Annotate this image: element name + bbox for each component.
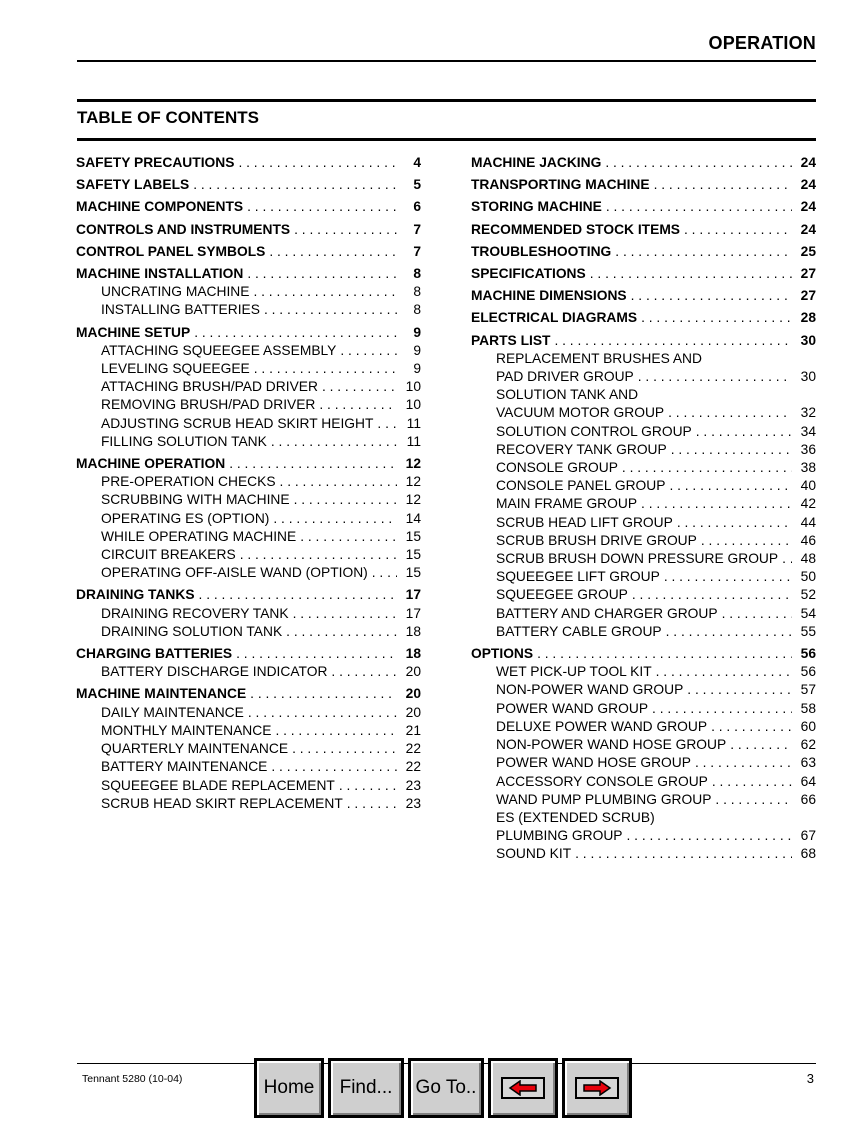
- previous-page-button[interactable]: [488, 1058, 558, 1118]
- toc-entry-page: 8: [413, 302, 421, 318]
- toc-entry-page: 20: [405, 664, 421, 680]
- dot-leader: [238, 154, 397, 172]
- toc-entry-page: 55: [800, 623, 816, 639]
- dot-leader: [372, 564, 397, 582]
- toc-entry-page: 66: [800, 791, 816, 807]
- find-button[interactable]: Find...: [328, 1058, 404, 1118]
- toc-entry-label: NON-POWER WAND GROUP: [496, 682, 684, 698]
- next-page-button[interactable]: [562, 1058, 632, 1118]
- toc-entry-recovery-tank-group[interactable]: [471, 441, 816, 459]
- toc-entry-page: 25: [800, 243, 816, 259]
- toc-entry-label: PAD DRIVER GROUP: [496, 369, 634, 385]
- toc-entry-scrubbing-with-machine[interactable]: [76, 491, 421, 509]
- dot-leader: [687, 681, 792, 699]
- dot-leader: [271, 758, 397, 776]
- toc-entry-machine-dimensions[interactable]: [471, 287, 816, 305]
- dot-leader: [671, 441, 792, 459]
- toc-entry-page: 11: [406, 433, 421, 449]
- toc-entry-page: 9: [413, 342, 421, 358]
- toc-rule-lower: [77, 138, 816, 141]
- dot-leader: [722, 605, 792, 623]
- toc-entry-label: TROUBLESHOOTING: [471, 243, 612, 259]
- toc-entry-page: 58: [800, 700, 816, 716]
- toc-entry-page: 11: [406, 415, 421, 431]
- toc-entry-pre-operation-checks[interactable]: [76, 473, 421, 491]
- toc-entry-page: 28: [800, 310, 816, 326]
- dot-leader: [240, 546, 397, 564]
- dot-leader: [631, 287, 792, 305]
- toc-entry-page: 23: [405, 795, 421, 811]
- dot-leader: [269, 243, 397, 261]
- toc-entry-label: VACUUM MOTOR GROUP: [496, 405, 665, 421]
- toc-entry-page: 10: [405, 397, 421, 413]
- toc-entry-solution-control-group[interactable]: [471, 423, 816, 441]
- toc-entry-page: 27: [800, 288, 816, 304]
- toc-entry-label: POWER WAND GROUP: [496, 700, 649, 716]
- toc-entry-page: 62: [800, 737, 816, 753]
- toc-entry-page: 34: [800, 423, 816, 439]
- toc-entry-page: 24: [800, 177, 816, 193]
- toc-entry-page: 23: [405, 777, 421, 793]
- toc-entry-machine-setup[interactable]: [76, 324, 421, 342]
- dot-leader: [664, 568, 792, 586]
- toc-entry-draining-solution-tank[interactable]: [76, 623, 421, 641]
- dot-leader: [715, 791, 792, 809]
- dot-leader: [575, 845, 792, 863]
- dot-leader: [668, 404, 792, 422]
- toc-entry-label: STORING MACHINE: [471, 199, 602, 215]
- dot-leader: [656, 663, 792, 681]
- toc-entry-page: 46: [800, 532, 816, 548]
- toc-entry-page: 24: [800, 155, 816, 170]
- dot-leader: [605, 154, 792, 172]
- dot-leader: [340, 342, 397, 360]
- toc-entry-troubleshooting[interactable]: [471, 243, 816, 261]
- toc-entry-es-extended-scrub[interactable]: [471, 809, 816, 827]
- go-to-button[interactable]: Go To..: [408, 1058, 484, 1118]
- dot-leader: [638, 368, 792, 386]
- dot-leader: [319, 396, 397, 414]
- dot-leader: [236, 645, 397, 663]
- toc-entry-machine-jacking[interactable]: [471, 154, 816, 172]
- toc-entry-label: SQUEEGEE LIFT GROUP: [496, 569, 660, 585]
- section-title: OPERATION: [708, 33, 816, 53]
- toc-entry-page: 8: [413, 266, 421, 282]
- top-rule: [77, 60, 816, 62]
- dot-leader: [280, 473, 397, 491]
- toc-entry-label: CONTROL PANEL SYMBOLS: [76, 243, 266, 259]
- toc-entry-label: REPLACEMENT BRUSHES AND: [496, 350, 702, 366]
- toc-entry-leveling-squeegee[interactable]: [76, 360, 421, 378]
- toc-entry-page: 12: [405, 456, 421, 472]
- toc-entry-label: SQUEEGEE BLADE REPLACEMENT: [101, 777, 335, 793]
- toc-title: TABLE OF CONTENTS: [77, 108, 259, 127]
- dot-leader: [782, 550, 792, 568]
- toc-entry-label: ADJUSTING SCRUB HEAD SKIRT HEIGHT: [101, 415, 374, 431]
- toc-entry-label: REMOVING BRUSH/PAD DRIVER: [101, 397, 316, 413]
- toc-entry-label: MACHINE JACKING: [471, 155, 602, 170]
- toc-rule-upper: [77, 99, 816, 102]
- toc-entry-attaching-brush-pad-driver[interactable]: [76, 378, 421, 396]
- toc-entry-label: PARTS LIST: [471, 332, 551, 348]
- toc-entry-deluxe-power-wand-group[interactable]: [471, 718, 816, 736]
- dot-leader: [695, 754, 792, 772]
- toc-entry-label: SCRUB BRUSH DRIVE GROUP: [496, 532, 697, 548]
- toc-entry-label: MACHINE OPERATION: [76, 456, 226, 472]
- right-arrow-icon: [575, 1077, 619, 1099]
- left-arrow-icon: [501, 1077, 545, 1099]
- dot-leader: [248, 704, 397, 722]
- toc-entry-transporting-machine[interactable]: [471, 176, 816, 194]
- toc-entry-label: DAILY MAINTENANCE: [101, 704, 244, 720]
- toc-entry-label: WET PICK-UP TOOL KIT: [496, 664, 652, 680]
- toc-entry-label: DELUXE POWER WAND GROUP: [496, 718, 708, 734]
- toc-entry-battery-and-charger-group[interactable]: [471, 605, 816, 623]
- toc-entry-page: 20: [405, 704, 421, 720]
- toc-entry-page: 18: [405, 646, 421, 662]
- toc-entry-specifications[interactable]: [471, 265, 816, 283]
- dot-leader: [666, 623, 792, 641]
- dot-leader: [286, 623, 397, 641]
- toc-entry-non-power-wand-hose-group[interactable]: [471, 736, 816, 754]
- toc-entry-label: DRAINING TANKS: [76, 587, 195, 603]
- toc-entry-page: 21: [405, 722, 421, 738]
- toc-entry-label: WAND PUMP PLUMBING GROUP: [496, 791, 712, 807]
- toc-entry-page: 6: [413, 199, 421, 215]
- toc-entry-uncrating-machine[interactable]: [76, 283, 421, 301]
- dot-leader: [254, 360, 397, 378]
- dot-leader: [652, 700, 792, 718]
- toc-entry-label: BATTERY AND CHARGER GROUP: [496, 605, 718, 621]
- toc-entry-electrical-diagrams[interactable]: [471, 309, 816, 327]
- toc-entry-scrub-brush-down-pressure-group[interactable]: [471, 550, 816, 568]
- toc-entry-power-wand-group[interactable]: [471, 700, 816, 718]
- toc-entry-page: 38: [800, 460, 816, 476]
- toc-entry-label: OPERATING OFF-AISLE WAND (OPTION): [101, 565, 368, 581]
- toc-entry-installing-batteries[interactable]: [76, 301, 421, 319]
- dot-leader: [641, 309, 792, 327]
- toc-entry-wand-pump-plumbing-group[interactable]: [471, 791, 816, 809]
- toc-entry-page: 52: [800, 587, 816, 603]
- toc-entry-recommended-stock-items[interactable]: [471, 221, 816, 239]
- dot-leader: [229, 455, 397, 473]
- toc-entry-page: 63: [800, 755, 816, 771]
- toc-entry-circuit-breakers[interactable]: [76, 546, 421, 564]
- toc-entry-page: 48: [800, 551, 816, 567]
- toc-entry-page: 7: [413, 221, 421, 237]
- toc-entry-scrub-head-skirt-replacement[interactable]: [76, 795, 421, 813]
- toc-entry-page: 8: [413, 284, 421, 300]
- dot-leader: [701, 532, 792, 550]
- toc-entry-page: 22: [405, 741, 421, 757]
- toc-entry-label: UNCRATING MACHINE: [101, 284, 250, 300]
- toc-entry-label: MACHINE DIMENSIONS: [471, 288, 627, 304]
- dot-leader: [696, 423, 792, 441]
- toc-entry-label: PLUMBING GROUP: [496, 828, 623, 844]
- toc-entry-operating-es-option[interactable]: [76, 510, 421, 528]
- toc-entry-label: DRAINING SOLUTION TANK: [101, 623, 283, 639]
- toc-entry-label: NON-POWER WAND HOSE GROUP: [496, 737, 727, 753]
- dot-leader: [294, 221, 397, 239]
- toc-entry-page: 15: [405, 547, 421, 563]
- toc-entry-page: 10: [405, 379, 421, 395]
- toc-entry-label: SAFETY PRECAUTIONS: [76, 155, 235, 170]
- toc-entry-daily-maintenance[interactable]: [76, 704, 421, 722]
- toc-entry-attaching-squeegee-assembly[interactable]: [76, 342, 421, 360]
- toc-entry-non-power-wand-group[interactable]: [471, 681, 816, 699]
- dot-leader: [331, 663, 397, 681]
- toc-entry-page: 12: [405, 474, 421, 490]
- toc-entry-draining-tanks[interactable]: [76, 586, 421, 604]
- toc-entry-power-wand-hose-group[interactable]: [471, 754, 816, 772]
- toc-entry-label: CIRCUIT BREAKERS: [101, 547, 236, 563]
- toc-entry-page: 15: [405, 565, 421, 581]
- toc-entry-page: 44: [800, 514, 816, 530]
- toc-entry-page: 30: [800, 332, 816, 348]
- toc-entry-charging-batteries[interactable]: [76, 645, 421, 663]
- toc-entry-label: SCRUB BRUSH DOWN PRESSURE GROUP: [496, 551, 779, 567]
- toc-entry-label: OPERATING ES (OPTION): [101, 510, 270, 526]
- dot-leader: [537, 645, 792, 663]
- toc-entry-label: ES (EXTENDED SCRUB): [496, 809, 655, 825]
- toc-entry-parts-list[interactable]: [471, 332, 816, 350]
- toc-entry-label: CHARGING BATTERIES: [76, 646, 233, 662]
- dot-leader: [250, 685, 397, 703]
- dot-leader: [622, 459, 792, 477]
- toc-entry-page: 24: [800, 199, 816, 215]
- toc-entry-vacuum-motor-group[interactable]: [471, 404, 816, 422]
- dot-leader: [377, 415, 397, 433]
- toc-entry-label: SOLUTION CONTROL GROUP: [496, 423, 692, 439]
- toc-entry-operating-off-aisle-wand-option[interactable]: [76, 564, 421, 582]
- toc-entry-replacement-brushes-and[interactable]: [471, 350, 816, 368]
- toc-entry-label: CONSOLE PANEL GROUP: [496, 478, 666, 494]
- dot-leader: [615, 243, 792, 261]
- dot-leader: [247, 265, 397, 283]
- dot-leader: [590, 265, 792, 283]
- toc-entry-page: 17: [405, 605, 421, 621]
- toc-entry-label: ATTACHING BRUSH/PAD DRIVER: [101, 379, 318, 395]
- toc-entry-controls-and-instruments[interactable]: [76, 221, 421, 239]
- toc-entry-label: BATTERY DISCHARGE INDICATOR: [101, 664, 328, 680]
- dot-leader: [322, 378, 397, 396]
- toc-right-column: [471, 154, 816, 864]
- dot-leader: [347, 795, 397, 813]
- toc-entry-label: INSTALLING BATTERIES: [101, 302, 260, 318]
- toc-entry-main-frame-group[interactable]: [471, 495, 816, 513]
- toc-entry-squeegee-lift-group[interactable]: [471, 568, 816, 586]
- toc-entry-label: ELECTRICAL DIAGRAMS: [471, 310, 638, 326]
- toc-entry-console-group[interactable]: [471, 459, 816, 477]
- dot-leader: [199, 586, 397, 604]
- toc-entry-control-panel-symbols[interactable]: [76, 243, 421, 261]
- toc-entry-monthly-maintenance[interactable]: [76, 722, 421, 740]
- toc-left-column: [76, 154, 421, 813]
- toc-entry-machine-installation[interactable]: [76, 265, 421, 283]
- toc-entry-page: 36: [800, 441, 816, 457]
- toc-entry-label: PRE-OPERATION CHECKS: [101, 474, 276, 490]
- toc-entry-page: 17: [405, 587, 421, 603]
- toc-entry-storing-machine[interactable]: [471, 198, 816, 216]
- toc-entry-label: SAFETY LABELS: [76, 177, 190, 193]
- dot-leader: [194, 324, 397, 342]
- toc-entry-label: SPECIFICATIONS: [471, 266, 586, 282]
- toc-entry-label: BATTERY MAINTENANCE: [101, 759, 268, 775]
- dot-leader: [677, 514, 792, 532]
- toc-entry-label: SOLUTION TANK AND: [496, 387, 639, 403]
- dot-leader: [193, 176, 397, 194]
- toc-entry-page: 40: [800, 478, 816, 494]
- toc-entry-label: MACHINE INSTALLATION: [76, 266, 244, 282]
- dot-leader: [293, 605, 397, 623]
- toc-entry-label: MACHINE SETUP: [76, 324, 191, 340]
- toc-entry-label: MONTHLY MAINTENANCE: [101, 722, 272, 738]
- toc-entry-page: 30: [800, 369, 816, 385]
- home-button[interactable]: Home: [254, 1058, 324, 1118]
- toc-entry-label: CONTROLS AND INSTRUMENTS: [76, 221, 291, 237]
- toc-entry-page: 64: [800, 773, 816, 789]
- toc-entry-page: 56: [800, 664, 816, 680]
- footer-page-number: 3: [806, 1071, 814, 1086]
- toc-entry-console-panel-group[interactable]: [471, 477, 816, 495]
- toc-entry-page: 50: [800, 569, 816, 585]
- toc-entry-label: QUARTERLY MAINTENANCE: [101, 741, 289, 757]
- toc-entry-label: RECOMMENDED STOCK ITEMS: [471, 221, 681, 237]
- toc-entry-page: 67: [800, 828, 816, 844]
- toc-entry-machine-maintenance[interactable]: [76, 685, 421, 703]
- dot-leader: [632, 586, 792, 604]
- navigation-bar: [254, 1058, 632, 1118]
- toc-entry-pad-driver-group[interactable]: [471, 368, 816, 386]
- toc-entry-squeegee-blade-replacement[interactable]: [76, 777, 421, 795]
- toc-entry-label: SOUND KIT: [496, 846, 572, 862]
- toc-entry-label: SCRUBBING WITH MACHINE: [101, 492, 290, 508]
- toc-entry-accessory-console-group[interactable]: [471, 773, 816, 791]
- dot-leader: [654, 176, 792, 194]
- toc-entry-label: BATTERY CABLE GROUP: [496, 623, 662, 639]
- toc-entry-page: 27: [800, 266, 816, 282]
- toc-entry-label: LEVELING SQUEEGEE: [101, 361, 250, 377]
- toc-entry-battery-cable-group[interactable]: [471, 623, 816, 641]
- toc-entry-machine-components[interactable]: [76, 198, 421, 216]
- toc-entry-adjusting-scrub-head-skirt-height[interactable]: [76, 415, 421, 433]
- toc-entry-page: 5: [413, 177, 421, 193]
- dot-leader: [300, 528, 397, 546]
- toc-entry-page: 9: [413, 361, 421, 377]
- toc-entry-label: SQUEEGEE GROUP: [496, 587, 628, 603]
- toc-entry-page: 24: [800, 221, 816, 237]
- toc-entry-page: 68: [800, 846, 816, 862]
- toc-entry-draining-recovery-tank[interactable]: [76, 605, 421, 623]
- toc-entry-label: MACHINE COMPONENTS: [76, 199, 244, 215]
- toc-entry-page: 57: [800, 682, 816, 698]
- toc-entry-page: 15: [405, 528, 421, 544]
- toc-entry-label: ATTACHING SQUEEGEE ASSEMBLY: [101, 342, 337, 358]
- dot-leader: [627, 827, 793, 845]
- toc-entry-wet-pick-up-tool-kit[interactable]: [471, 663, 816, 681]
- toc-entry-page: 12: [405, 492, 421, 508]
- toc-entry-page: 20: [405, 686, 421, 702]
- toc-entry-removing-brush-pad-driver[interactable]: [76, 396, 421, 414]
- dot-leader: [292, 740, 397, 758]
- toc-entry-label: MAIN FRAME GROUP: [496, 496, 638, 512]
- toc-entry-solution-tank-and[interactable]: [471, 386, 816, 404]
- toc-entry-machine-operation[interactable]: [76, 455, 421, 473]
- toc-entry-label: TRANSPORTING MACHINE: [471, 177, 650, 193]
- toc-entry-page: 42: [800, 496, 816, 512]
- toc-entry-page: 56: [800, 646, 816, 662]
- toc-entry-safety-precautions[interactable]: [76, 154, 421, 172]
- toc-entry-page: 60: [800, 718, 816, 734]
- toc-entry-page: 9: [413, 324, 421, 340]
- dot-leader: [339, 777, 397, 795]
- toc-entry-label: SCRUB HEAD LIFT GROUP: [496, 514, 673, 530]
- toc-entry-label: SCRUB HEAD SKIRT REPLACEMENT: [101, 795, 343, 811]
- toc-entry-label: DRAINING RECOVERY TANK: [101, 605, 289, 621]
- toc-entry-safety-labels[interactable]: [76, 176, 421, 194]
- dot-leader: [669, 477, 792, 495]
- toc-entry-while-operating-machine[interactable]: [76, 528, 421, 546]
- dot-leader: [606, 198, 792, 216]
- toc-entry-label: FILLING SOLUTION TANK: [101, 433, 267, 449]
- toc-entry-sound-kit[interactable]: [471, 845, 816, 863]
- toc-entry-label: CONSOLE GROUP: [496, 460, 618, 476]
- toc-entry-page: 32: [800, 405, 816, 421]
- toc-entry-label: POWER WAND HOSE GROUP: [496, 755, 691, 771]
- dot-leader: [264, 301, 397, 319]
- toc-entry-label: ACCESSORY CONSOLE GROUP: [496, 773, 708, 789]
- footer-manual-id: Tennant 5280 (10-04): [82, 1073, 183, 1085]
- toc-entry-squeegee-group[interactable]: [471, 586, 816, 604]
- toc-entry-page: 54: [800, 605, 816, 621]
- toc-entry-label: RECOVERY TANK GROUP: [496, 441, 667, 457]
- toc-entry-battery-maintenance[interactable]: [76, 758, 421, 776]
- toc-entry-page: 4: [413, 155, 421, 170]
- toc-entry-page: 18: [405, 623, 421, 639]
- dot-leader: [275, 722, 397, 740]
- dot-leader: [294, 491, 397, 509]
- dot-leader: [684, 221, 792, 239]
- toc-entry-filling-solution-tank[interactable]: [76, 433, 421, 451]
- toc-entry-plumbing-group[interactable]: [471, 827, 816, 845]
- toc-entry-battery-discharge-indicator[interactable]: [76, 663, 421, 681]
- toc-entry-page: 22: [405, 759, 421, 775]
- dot-leader: [730, 736, 792, 754]
- dot-leader: [711, 718, 792, 736]
- toc-entry-scrub-brush-drive-group[interactable]: [471, 532, 816, 550]
- dot-leader: [273, 510, 397, 528]
- dot-leader: [247, 198, 397, 216]
- dot-leader: [554, 332, 792, 350]
- dot-leader: [712, 773, 792, 791]
- toc-entry-label: OPTIONS: [471, 646, 534, 662]
- toc-entry-quarterly-maintenance[interactable]: [76, 740, 421, 758]
- toc-entry-label: WHILE OPERATING MACHINE: [101, 528, 297, 544]
- toc-entry-page: 14: [405, 510, 421, 526]
- toc-entry-page: 7: [413, 243, 421, 259]
- dot-leader: [271, 433, 397, 451]
- toc-entry-scrub-head-lift-group[interactable]: [471, 514, 816, 532]
- dot-leader: [253, 283, 397, 301]
- toc-entry-options[interactable]: [471, 645, 816, 663]
- toc-entry-label: MACHINE MAINTENANCE: [76, 686, 247, 702]
- dot-leader: [641, 495, 792, 513]
